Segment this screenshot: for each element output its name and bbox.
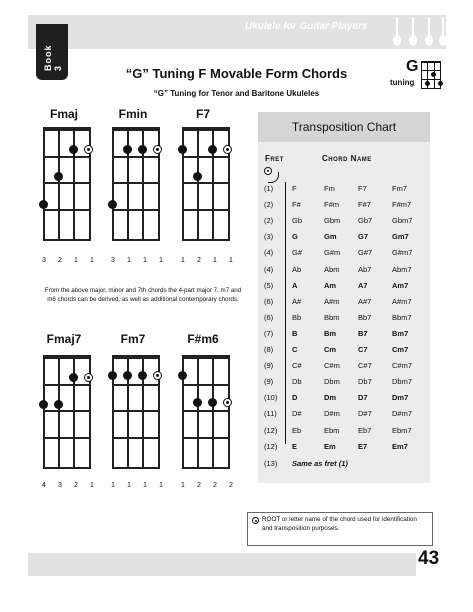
chord-cell: Dm bbox=[324, 393, 337, 403]
chord-cell: F#m bbox=[324, 200, 339, 210]
fret-cell: (2) bbox=[264, 216, 274, 226]
chord-cell: Bbm7 bbox=[392, 312, 412, 322]
fret-cell: (12) bbox=[264, 425, 278, 435]
chord-cell: G7 bbox=[358, 232, 369, 242]
chord-cell: D bbox=[292, 393, 298, 403]
chord-cell: Eb bbox=[292, 425, 302, 435]
fret-cell: (5) bbox=[264, 280, 274, 290]
chord-cell: A#m7 bbox=[392, 296, 412, 306]
fret-header: Fret bbox=[265, 154, 284, 163]
root-marker-icon bbox=[223, 398, 232, 407]
finger-dot bbox=[108, 371, 117, 380]
fret-cell: (6) bbox=[264, 312, 274, 322]
chord-cell: Gbm7 bbox=[392, 216, 413, 226]
chord-cell: Db7 bbox=[358, 377, 372, 387]
same-as-note: Same as fret (1) bbox=[292, 459, 348, 468]
chord-cell: Gm bbox=[324, 232, 337, 242]
chord-name: Fmaj7 bbox=[46, 332, 82, 346]
ukulele-icon bbox=[393, 17, 401, 47]
chord-cell: G#7 bbox=[358, 248, 373, 258]
finger-number: 1 bbox=[127, 257, 131, 264]
chord-cell: Dm7 bbox=[392, 393, 409, 403]
finger-number: 1 bbox=[111, 482, 115, 489]
footer-bar bbox=[28, 553, 416, 576]
finger-number: 1 bbox=[213, 257, 217, 264]
chord-cell: G#m bbox=[324, 248, 341, 258]
fret-cell: (4) bbox=[264, 248, 274, 258]
chord-cell: Gb bbox=[292, 216, 303, 226]
chord-diagram-fmaj7 bbox=[43, 355, 91, 469]
chord-cell: E7 bbox=[358, 441, 368, 451]
fret-cell: (1) bbox=[264, 184, 274, 193]
finger-dot bbox=[69, 373, 78, 382]
chord-cell: C7 bbox=[358, 345, 368, 354]
finger-dot bbox=[123, 371, 132, 380]
chord-name: Fmin bbox=[118, 107, 148, 121]
finger-dot bbox=[193, 172, 202, 181]
root-marker-icon bbox=[84, 145, 93, 154]
page-title: “G” Tuning F Movable Form Chords bbox=[125, 66, 348, 81]
chord-cell: A#7 bbox=[358, 296, 372, 306]
fret-cell: (3) bbox=[264, 232, 274, 242]
chord-cell: Gm7 bbox=[392, 232, 409, 242]
finger-dot bbox=[138, 371, 147, 380]
finger-number: 1 bbox=[181, 482, 185, 489]
chord-cell: E bbox=[292, 441, 298, 451]
finger-number: 2 bbox=[197, 482, 201, 489]
chord-cell: F#7 bbox=[358, 200, 371, 210]
fret-cell: (6) bbox=[264, 296, 274, 306]
ukulele-icon bbox=[439, 17, 447, 47]
chord-name: F#m6 bbox=[187, 332, 219, 346]
chord-cell: Ab7 bbox=[358, 264, 372, 274]
chord-cell: A7 bbox=[358, 280, 368, 290]
chord-diagram-fm7 bbox=[112, 355, 160, 469]
fret-cell: (10) bbox=[264, 393, 278, 403]
fingering-fm7 bbox=[107, 482, 167, 489]
ukulele-icon bbox=[425, 17, 433, 47]
chord-cell: D#7 bbox=[358, 409, 372, 419]
finger-number: 2 bbox=[213, 482, 217, 489]
chord-cell: Bbm bbox=[324, 312, 340, 322]
chord-name-header: Chord Name bbox=[322, 154, 372, 163]
finger-dot bbox=[178, 371, 187, 380]
finger-number: 2 bbox=[229, 482, 233, 489]
chord-cell: D7 bbox=[358, 393, 368, 403]
chord-cell: B7 bbox=[358, 328, 368, 338]
book-tab-label: Book 3 bbox=[43, 44, 63, 71]
finger-number: 1 bbox=[159, 482, 163, 489]
chord-cell: C#7 bbox=[358, 361, 372, 371]
finger-number: 1 bbox=[143, 482, 147, 489]
chord-cell: Em bbox=[324, 441, 336, 451]
finger-number: 2 bbox=[58, 257, 62, 264]
finger-dot bbox=[39, 400, 48, 409]
chord-cell: A#m bbox=[324, 296, 340, 306]
chord-cell: A# bbox=[292, 296, 302, 306]
derivation-note: From the above major, minor and 7th chords the 4-part major 7, m7 and m6 chords can be derived, as well as additional contemporary chords. bbox=[44, 287, 242, 303]
finger-dot bbox=[69, 145, 78, 154]
chord-cell: Dbm bbox=[324, 377, 340, 387]
finger-number: 3 bbox=[42, 257, 46, 264]
chord-cell: Fm7 bbox=[392, 184, 407, 193]
finger-number: 1 bbox=[74, 257, 78, 264]
chord-cell: D#m bbox=[324, 409, 340, 419]
finger-dot bbox=[39, 200, 48, 209]
chord-cell: Bm7 bbox=[392, 328, 409, 338]
finger-dot bbox=[208, 398, 217, 407]
chord-cell: Ebm7 bbox=[392, 425, 412, 435]
chord-cell: F# bbox=[292, 200, 301, 210]
fret-cell: (9) bbox=[264, 361, 274, 371]
fingering-fmin bbox=[107, 257, 167, 264]
chord-diagram-fmaj bbox=[43, 127, 91, 241]
finger-number: 1 bbox=[90, 482, 94, 489]
finger-dot bbox=[178, 145, 187, 154]
chord-cell: Db bbox=[292, 377, 302, 387]
fret-cell: (4) bbox=[264, 264, 274, 274]
finger-number: 2 bbox=[74, 482, 78, 489]
chord-cell: Bm bbox=[324, 328, 337, 338]
chord-cell: G# bbox=[292, 248, 303, 258]
running-title: Ukulele for Guitar Players bbox=[245, 21, 368, 32]
chord-cell: A bbox=[292, 280, 298, 290]
chord-cell: F bbox=[292, 184, 297, 193]
chord-cell: Cm bbox=[324, 345, 337, 354]
fingering-fmaj7 bbox=[38, 482, 98, 489]
finger-dot bbox=[123, 145, 132, 154]
chord-cell: Gb7 bbox=[358, 216, 373, 226]
finger-number: 1 bbox=[90, 257, 94, 264]
footnote-text: ROOT or letter name of the chord used for identification and transposition purposes. bbox=[262, 516, 417, 532]
finger-dot bbox=[108, 200, 117, 209]
chord-cell: Cm7 bbox=[392, 345, 409, 354]
fret-cell: (9) bbox=[264, 377, 274, 387]
finger-number: 2 bbox=[197, 257, 201, 264]
chord-cell: D#m7 bbox=[392, 409, 413, 419]
chord-cell: Am7 bbox=[392, 280, 409, 290]
header-bar bbox=[28, 15, 446, 49]
finger-dot bbox=[193, 398, 202, 407]
chord-diagram-f7 bbox=[182, 127, 230, 241]
chord-cell: C#m7 bbox=[392, 361, 413, 371]
chord-cell: D# bbox=[292, 409, 302, 419]
fingering-fmaj bbox=[38, 257, 98, 264]
chord-cell: F#m7 bbox=[392, 200, 412, 210]
tuning-word: tuning bbox=[390, 78, 415, 87]
chord-diagram-fmin bbox=[112, 127, 160, 241]
finger-number: 1 bbox=[127, 482, 131, 489]
chord-cell: Em7 bbox=[392, 441, 408, 451]
root-marker-icon bbox=[223, 145, 232, 154]
fret-cell: (7) bbox=[264, 328, 274, 338]
chord-cell: Ab bbox=[292, 264, 302, 274]
chord-cell: Eb7 bbox=[358, 425, 372, 435]
finger-number: 3 bbox=[58, 482, 62, 489]
finger-number: 1 bbox=[181, 257, 185, 264]
root-marker-icon bbox=[84, 373, 93, 382]
root-marker-icon bbox=[153, 371, 162, 380]
finger-dot bbox=[138, 145, 147, 154]
chart-title: Transposition Chart bbox=[258, 112, 430, 142]
finger-dot bbox=[54, 400, 63, 409]
column-divider bbox=[285, 182, 286, 444]
root-marker-icon bbox=[252, 517, 259, 524]
page-number: 43 bbox=[418, 548, 440, 569]
page-subtitle: “G” Tuning for Tenor and Baritone Ukuleles bbox=[153, 89, 320, 98]
fret-cell: (11) bbox=[264, 409, 277, 419]
chord-diagram-fsharp-m6 bbox=[182, 355, 230, 469]
fret-cell: (13) bbox=[264, 459, 278, 468]
chord-cell: C#m bbox=[324, 361, 340, 371]
finger-dot bbox=[54, 172, 63, 181]
chord-name: Fm7 bbox=[120, 332, 146, 346]
chord-cell: Abm bbox=[324, 264, 340, 274]
tuning-letter: G bbox=[406, 58, 419, 75]
chord-cell: G#m7 bbox=[392, 248, 413, 258]
chord-cell: Bb bbox=[292, 312, 302, 322]
root-marker-icon bbox=[153, 145, 162, 154]
chord-cell: Abm7 bbox=[392, 264, 412, 274]
chord-cell: Dbm7 bbox=[392, 377, 413, 387]
ukulele-icon bbox=[409, 17, 417, 47]
chord-cell: C bbox=[292, 345, 298, 354]
fingering-f7 bbox=[177, 257, 237, 264]
fret-cell: (8) bbox=[264, 345, 274, 354]
chord-name: Fmaj bbox=[49, 107, 78, 121]
finger-number: 1 bbox=[159, 257, 163, 264]
chord-cell: Gbm bbox=[324, 216, 341, 226]
chord-cell: Fm bbox=[324, 184, 335, 193]
finger-number: 3 bbox=[111, 257, 115, 264]
chord-cell: Bb7 bbox=[358, 312, 372, 322]
finger-number: 1 bbox=[229, 257, 233, 264]
chord-cell: Am bbox=[324, 280, 337, 290]
tuning-chord-diagram bbox=[421, 61, 441, 89]
chord-name: F7 bbox=[195, 107, 210, 121]
finger-number: 1 bbox=[143, 257, 147, 264]
chord-cell: C# bbox=[292, 361, 302, 371]
chord-cell: G bbox=[292, 232, 298, 242]
finger-dot bbox=[208, 145, 217, 154]
chord-cell: Ebm bbox=[324, 425, 340, 435]
finger-number: 4 bbox=[42, 482, 46, 489]
fingering-fsharp-m6 bbox=[177, 482, 237, 489]
fret-cell: (12) bbox=[264, 441, 278, 451]
fret-cell: (2) bbox=[264, 200, 274, 210]
chord-cell: B bbox=[292, 328, 298, 338]
chord-cell: F7 bbox=[358, 184, 367, 193]
